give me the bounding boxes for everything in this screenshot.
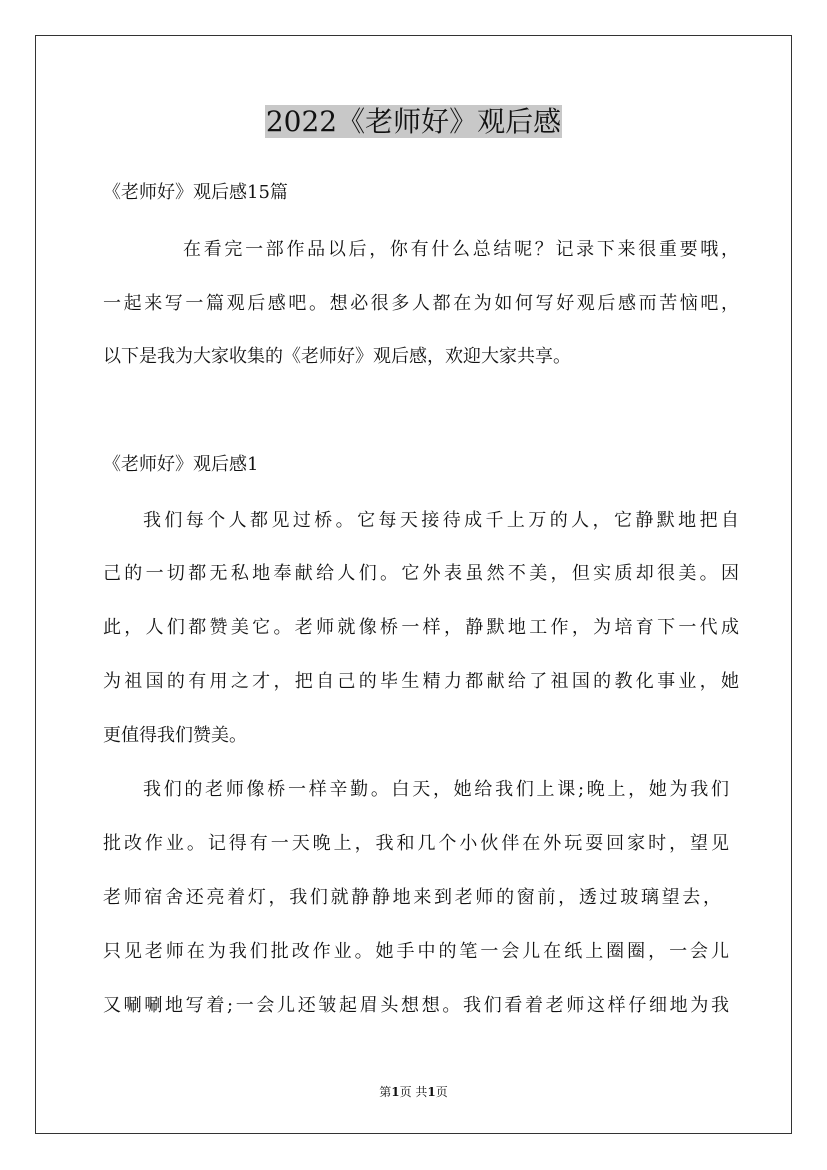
paragraph1-line-1: 我们每个人都见过桥。它每天接待成千上万的人，它静默地把自 <box>143 510 739 531</box>
paragraph1-line-3: 此，人们都赞美它。老师就像桥一样，静默地工作，为培育下一代成 <box>103 617 739 638</box>
section-heading: 《老师好》观后感1 <box>103 454 259 475</box>
page-footer <box>0 1083 827 1101</box>
intro-line-3: 以下是我为大家收集的《老师好》观后感，欢迎大家共享。 <box>103 346 571 367</box>
paragraph2-line-4: 只见老师在为我们批改作业。她手中的笔一会儿在纸上圈圈，一会儿 <box>103 941 729 962</box>
paragraph2-line-1: 我们的老师像桥一样辛勤。白天，她给我们上课;晚上，她为我们 <box>143 779 729 800</box>
paragraph1-line-2: 己的一切都无私地奉献给人们。它外表虽然不美，但实质却很美。因 <box>103 563 739 584</box>
footer-total-pages: 1 <box>427 1085 436 1099</box>
document-subtitle: 《老师好》观后感15篇 <box>103 182 288 203</box>
document-title-text: 2022《老师好》观后感 <box>265 105 562 138</box>
footer-prefix: 第 <box>379 1085 392 1099</box>
intro-line-1: 在看完一部作品以后，你有什么总结呢？记录下来很重要哦， <box>183 239 739 260</box>
footer-page-number: 1 <box>391 1085 400 1099</box>
paragraph2-line-5: 又唰唰地写着;一会儿还皱起眉头想想。我们看着老师这样仔细地为我 <box>103 995 729 1016</box>
document-title <box>0 100 827 144</box>
paragraph2-line-2: 批改作业。记得有一天晚上，我和几个小伙伴在外玩耍回家时，望见 <box>103 833 729 854</box>
paragraph2-line-3: 老师宿舍还亮着灯，我们就静静地来到老师的窗前，透过玻璃望去， <box>103 887 721 908</box>
footer-middle: 页 共 <box>399 1085 428 1099</box>
footer-suffix: 页 <box>435 1085 448 1099</box>
paragraph1-line-4: 为祖国的有用之才，把自己的毕生精力都献给了祖国的教化事业，她 <box>103 671 739 692</box>
intro-line-2: 一起来写一篇观后感吧。想必很多人都在为如何写好观后感而苦恼吧， <box>103 293 739 314</box>
paragraph1-line-5: 更值得我们赞美。 <box>103 725 247 746</box>
